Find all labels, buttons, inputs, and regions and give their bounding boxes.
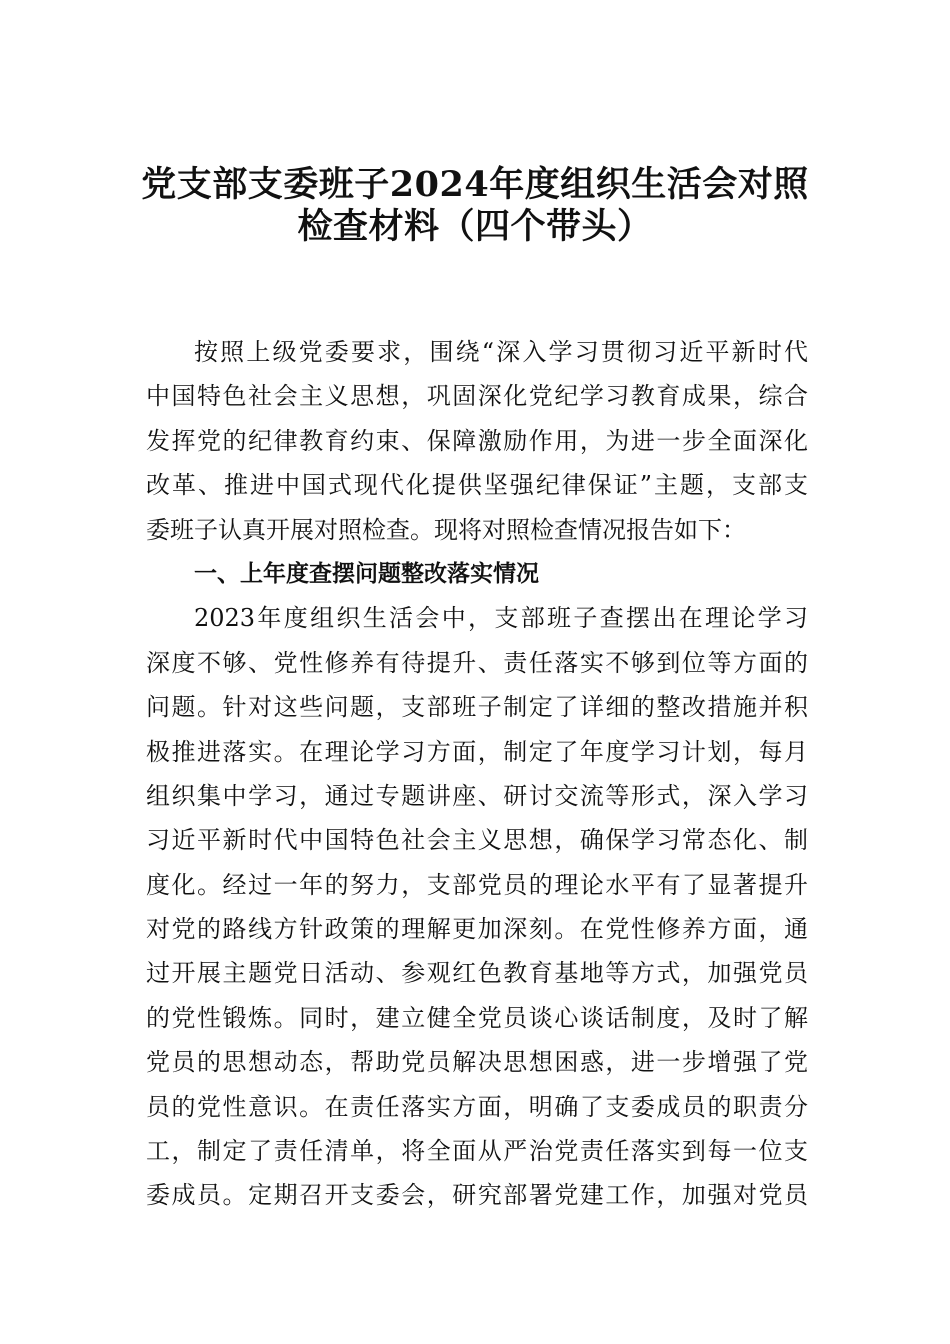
document-body	[146, 330, 808, 1218]
text-line: 党员的思想动态，帮助党员解决思想困惑，进一步增强了党	[146, 1048, 808, 1077]
section-heading: 一、上年度查摆问题整改落实情况	[194, 560, 539, 587]
text-line: 的党性锻炼。同时，建立健全党员谈心谈话制度，及时了解	[146, 1003, 808, 1032]
paragraph-intro	[146, 330, 808, 552]
text-line: 发挥党的纪律教育约束、保障激励作用，为进一步全面深化	[146, 426, 808, 455]
text-line: 度化。经过一年的努力，支部党员的理论水平有了显著提升	[146, 870, 808, 899]
paragraph-rectification	[146, 596, 808, 1217]
text-line: 深度不够、党性修养有待提升、责任落实不够到位等方面的	[146, 648, 808, 677]
text-line: 2023年度组织生活会中，支部班子查摆出在理论学习	[194, 604, 808, 633]
text-line: 对党的路线方针政策的理解更加深刻。在党性修养方面，通	[146, 915, 808, 944]
text-line: 改革、推进中国式现代化提供坚强纪律保证”主题，支部支	[146, 471, 808, 500]
text-line: 习近平新时代中国特色社会主义思想，确保学习常态化、制	[146, 826, 808, 855]
text-line: 按照上级党委要求，围绕“深入学习贯彻习近平新时代	[194, 338, 808, 366]
text-line: 委成员。定期召开支委会，研究部署党建工作，加强对党员	[146, 1181, 808, 1210]
document-title-line-1: 党支部支委班子2024年度组织生活会对照	[141, 164, 809, 205]
text-line: 组织集中学习，通过专题讲座、研讨交流等形式，深入学习	[146, 781, 808, 810]
document-title-line-2: 检查材料（四个带头）	[297, 206, 653, 247]
text-line: 过开展主题党日活动、参观红色教育基地等方式，加强党员	[146, 959, 808, 988]
text-line: 员的党性意识。在责任落实方面，明确了支委成员的职责分	[146, 1092, 808, 1121]
text-line: 中国特色社会主义思想，巩固深化党纪学习教育成果，综合	[146, 382, 808, 411]
text-line: 工，制定了责任清单，将全面从严治党责任落实到每一位支	[146, 1137, 808, 1166]
text-line: 问题。针对这些问题，支部班子制定了详细的整改措施并积	[146, 693, 808, 722]
text-line: 委班子认真开展对照检查。现将对照检查情况报告如下：	[146, 515, 746, 544]
text-line: 极推进落实。在理论学习方面，制定了年度学习计划，每月	[146, 737, 808, 766]
